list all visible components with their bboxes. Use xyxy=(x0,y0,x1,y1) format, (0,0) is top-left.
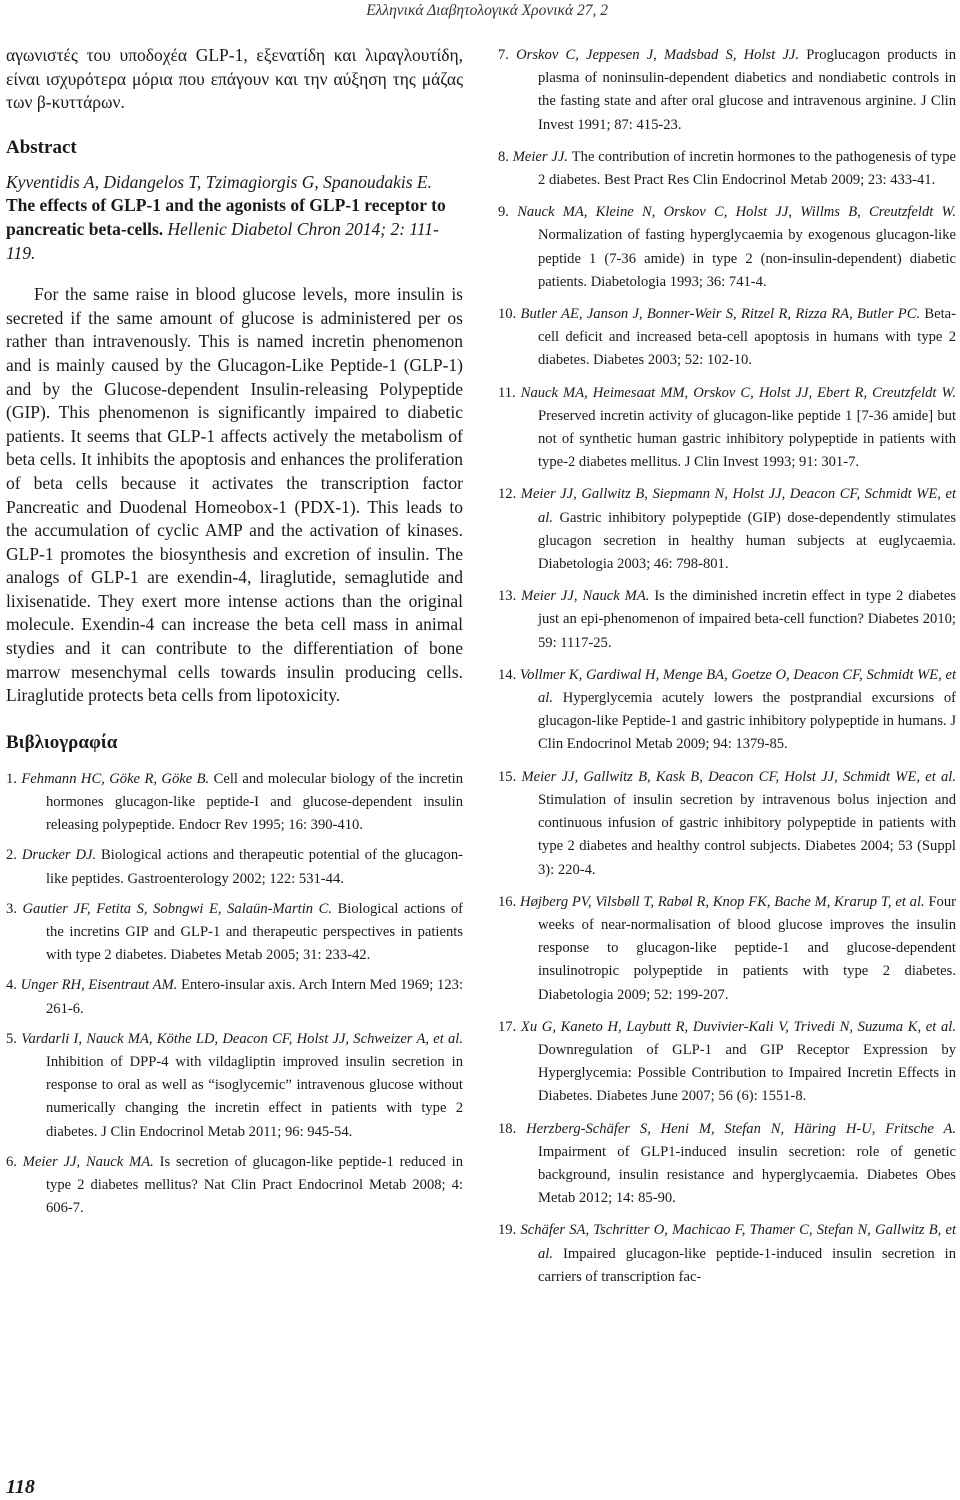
abstract-body: For the same raise in blood glucose levels, more insulin is secreted if the same amount of glucose is administered per os rather than intravenously. This is named incretin phenomenon and is mainly caused by the Glucagon-Like Peptide-1 (GLP-1) and by the Glucose-dependent Insulin-releasing Polypeptide (GIP). This phenomenon is significantly impaired to diabetic patients. It seems that GLP-1 affects actively the metabolism of beta cells. It inhibits the apoptosis and enhances the proliferation of beta cells because it activates the transcription factor Pancreatic and Duodenal Homeobox-1 (PDX-1). This leads to the accumulation of cyclic AMP and the activation of kinases. GLP-1 promotes the biosynthesis and excretion of insulin. The analogs of GLP-1 are exendin-4, liraglutide, semaglutide and lixisenatide. They exert more intense actions than the original molecule. Exendin-4 can increase the beta cell mass in animal stydies and it can contribute to the differentiation of bone marrow mesenchymal cells towards insulin producing cells. Liraglutide protects beta cells from lipotoxicity. xyxy=(6,284,463,706)
reference-authors: Meier JJ, Nauck MA. xyxy=(22,1153,160,1170)
reference-item xyxy=(6,844,463,890)
reference-text: Is secretion of glucagon-like peptide-1 reduced in type 2 diabetes mellitus? Nat Clin Pract Endocrinol Metab 2008; 4: 606-7. xyxy=(46,1153,464,1217)
reference-authors: Fehmann HC, Göke R, Göke B. xyxy=(21,770,214,787)
reference-item xyxy=(6,974,463,1020)
reference-item xyxy=(498,483,956,576)
reference-number: 11. xyxy=(498,384,521,401)
reference-text: Beta-cell deficit and increased beta-cell apoptosis in humans with type 2 diabetes. Diabetes 2003; 52: 102-10. xyxy=(538,306,957,369)
reference-number: 13. xyxy=(498,588,522,605)
reference-item xyxy=(498,1219,956,1289)
reference-text: Biological actions and therapeutic potential of the glucagon-like peptides. Gastroenterology 2002; 122: 531-44. xyxy=(46,847,463,887)
reference-authors: Meier JJ, Nauck MA. xyxy=(521,588,655,605)
reference-text: Preserved incretin activity of glucagon-like peptide 1 [7-36 amide] but not of synthetic human gastric inhibitory polypeptide in patients with type-2 diabetes mellitus. J Clin Invest 1993; 91: 301-7. xyxy=(538,407,956,471)
reference-number: 16. xyxy=(498,893,521,910)
greek-summary-end: αγωνιστές του υποδοχέα GLP-1, εξενατίδη και λιραγλουτίδη, είναι ισχυρότερα μόρια που επάγουν και την αύξηση της μάζας των β-κυττάρων. xyxy=(6,45,463,113)
reference-text: Downregulation of GLP-1 and GIP Receptor Expression by Hyperglycemia: Possible Contribution to Impaired Incretin Effects in Diabetes. Diabetes June 2007; 56 (6): 1551-8. xyxy=(538,1041,956,1105)
reference-list-left xyxy=(6,768,463,1221)
reference-number: 5. xyxy=(6,1030,22,1047)
reference-number: 4. xyxy=(6,977,21,994)
reference-text: Four weeks of near-normalisation of blood glucose improves the insulin response to glucagon-like peptide-1 and glucose-dependent insulinotropic polypeptide in patients with type 2 diabetes. Diabetologia 2009; 52: 199-207. xyxy=(538,893,957,1003)
abstract-heading: Abstract xyxy=(6,136,77,158)
reference-item xyxy=(6,1028,463,1144)
reference-item xyxy=(498,1118,956,1211)
reference-number: 8. xyxy=(498,148,513,165)
references-heading: Βιβλιογραφία xyxy=(6,731,118,753)
reference-number: 19. xyxy=(498,1222,521,1239)
reference-authors: Vardarli I, Nauck MA, Köthe LD, Deacon CF, Holst JJ, Schweizer A, et al. xyxy=(21,1030,464,1047)
reference-authors: Meier JJ, Gallwitz B, Siepmann N, Holst JJ, Deacon CF, Schmidt WE, et al. xyxy=(520,486,957,526)
reference-item xyxy=(6,1151,463,1221)
reference-text: Cell and molecular biology of the incretin hormones glucagon-like peptide-I and glucose-dependent insulin releasing polypeptide. Endocr Rev 1995; 16: 390-410. xyxy=(46,770,464,834)
reference-text: Biological actions of the incretins GIP and GLP-1 and therapeutic perspectives in patients with type 2 diabetes. Diabetes Metab 2005; 31: 233-42. xyxy=(46,900,464,964)
reference-item xyxy=(498,891,956,1007)
left-column xyxy=(6,44,463,1228)
reference-text: Impaired glucagon-like peptide-1-induced insulin secretion in carriers of transcription fac- xyxy=(538,1245,956,1285)
journal-header: Ελληνικά Διαβητολογικά Χρονικά 27, 2 xyxy=(366,2,608,19)
abstract-citation xyxy=(6,171,463,265)
reference-authors: Gautier JF, Fetita S, Sobngwi E, Salaün-Martin C. xyxy=(22,900,338,917)
reference-number: 15. xyxy=(498,768,522,785)
reference-number: 1. xyxy=(6,770,22,787)
reference-number: 3. xyxy=(6,900,23,917)
reference-number: 9. xyxy=(498,204,518,221)
reference-authors: Nauck MA, Kleine N, Orskov C, Holst JJ, Willms B, Creutzfeldt W. xyxy=(517,204,957,221)
reference-number: 12. xyxy=(498,486,521,503)
reference-item xyxy=(498,44,956,137)
reference-number: 7. xyxy=(498,47,517,63)
citation-authors: Kyventidis A, Didangelos T, Tzimagiorgis G, Spanoudakis E. xyxy=(6,171,432,192)
right-column xyxy=(498,44,956,1298)
reference-item xyxy=(498,585,956,655)
reference-authors: Højberg PV, Vilsbøll T, Rabøl R, Knop FK, Bache M, Krarup T, et al. xyxy=(520,893,929,910)
reference-authors: Unger RH, Eisentraut AM. xyxy=(20,977,182,994)
reference-item xyxy=(6,768,463,838)
reference-list-right xyxy=(498,44,956,1289)
reference-text: Entero-insular axis. Arch Intern Med 1969; 123: 261-6. xyxy=(46,977,463,1017)
reference-text: Normalization of fasting hyperglycaemia by exogenous glucagon-like peptide 1 (7-36 amide) in type 2 (non-insulin-dependent) diabetic patients. Diabetologia 1993; 36: 741-4. xyxy=(538,227,956,290)
reference-authors: Meier JJ, Gallwitz B, Kask B, Deacon CF, Holst JJ, Schmidt WE, et al. xyxy=(521,768,956,785)
page-number: 118 xyxy=(6,1476,35,1498)
reference-text: Proglucagon products in plasma of noninsulin-dependent diabetics and nondiabetic controls in the fasting state and after oral glucose and intravenous arginine. J Clin Invest 1991; 87: 415-23. xyxy=(538,47,956,133)
reference-item xyxy=(498,1016,956,1109)
reference-item xyxy=(6,898,463,968)
reference-number: 14. xyxy=(498,666,520,683)
reference-authors: Herzberg-Schäfer S, Heni M, Stefan N, Häring H-U, Fritsche A. xyxy=(526,1120,957,1137)
reference-item xyxy=(498,664,956,757)
reference-number: 10. xyxy=(498,306,521,323)
reference-authors: Schäfer SA, Tschritter O, Machicao F, Thamer C, Stefan N, Gallwitz B, et al. xyxy=(520,1222,956,1262)
reference-item xyxy=(498,382,956,475)
reference-text: The contribution of incretin hormones to the pathogenesis of type 2 diabetes. Best Pract Res Clin Endocrinol Metab 2009; 23: 433-41. xyxy=(538,148,957,189)
reference-text: Impairment of GLP1-induced insulin secretion: role of genetic background, insulin resistance and hyperglycaemia. Diabetes Obes Metab 2012; 14: 85-90. xyxy=(538,1143,956,1207)
reference-authors: Meier JJ. xyxy=(512,148,572,165)
reference-text: Stimulation of insulin secretion by intravenous bolus injection and continuous infusion of gastric inhibitory polypeptide in patients with type 2 diabetes and healthy control subjects. Diabetes 2004; 53 (Suppl 3): 220-4. xyxy=(538,791,956,878)
citation-title: The effects of GLP-1 and the agonists of GLP-1 receptor to pancreatic beta-cells. xyxy=(6,195,446,239)
reference-number: 17. xyxy=(498,1018,521,1035)
reference-item xyxy=(498,146,956,192)
reference-number: 6. xyxy=(6,1153,23,1170)
reference-number: 2. xyxy=(6,847,22,864)
reference-authors: Xu G, Kaneto H, Laybutt R, Duvivier-Kali V, Trivedi N, Suzuma K, et al. xyxy=(520,1018,957,1035)
reference-text: Inhibition of DPP-4 with vildagliptin improved insulin secretion in response to oral as well as “isoglycemic” intravenous glucose without numerically changing the incretin effect in patients with type 2 diabetes. J Clin Endocrinol Metab 2011; 96: 945-54. xyxy=(46,1054,463,1140)
citation-journal: Hellenic Diabetol Chron 2014; 2: 111-119. xyxy=(6,218,439,263)
reference-text: Gastric inhibitory polypeptide (GIP) dose-dependently stimulates glucagon secretion in healthy human subjects at euglycaemia. Diabetologia 2003; 46: 798-801. xyxy=(538,509,956,573)
reference-authors: Nauck MA, Heimesaat MM, Orskov C, Holst JJ, Ebert R, Creutzfeldt W. xyxy=(520,384,956,401)
reference-authors: Butler AE, Janson J, Bonner-Weir S, Ritzel R, Rizza RA, Butler PC. xyxy=(520,306,925,323)
reference-authors: Orskov C, Jeppesen J, Madsbad S, Holst JJ. xyxy=(516,47,807,63)
reference-authors: Vollmer K, Gardiwal H, Menge BA, Goetze O, Deacon CF, Schmidt WE, et al. xyxy=(519,666,957,707)
reference-text: Hyperglycemia acutely lowers the postprandial excursions of glucagon-like Peptide-1 and gastric inhibitory polypeptide in humans. J Clin Endocrinol Metab 2009; 94: 1379-85. xyxy=(538,690,957,753)
reference-item xyxy=(498,201,956,294)
reference-text: Is the diminished incretin effect in type 2 diabetes just an epi-phenomenon of impaired beta-cell function? Diabetes 2010; 59: 1117-25. xyxy=(538,588,957,651)
reference-item xyxy=(498,303,956,373)
reference-number: 18. xyxy=(498,1120,527,1137)
reference-item xyxy=(498,766,956,882)
reference-authors: Drucker DJ. xyxy=(21,847,102,864)
